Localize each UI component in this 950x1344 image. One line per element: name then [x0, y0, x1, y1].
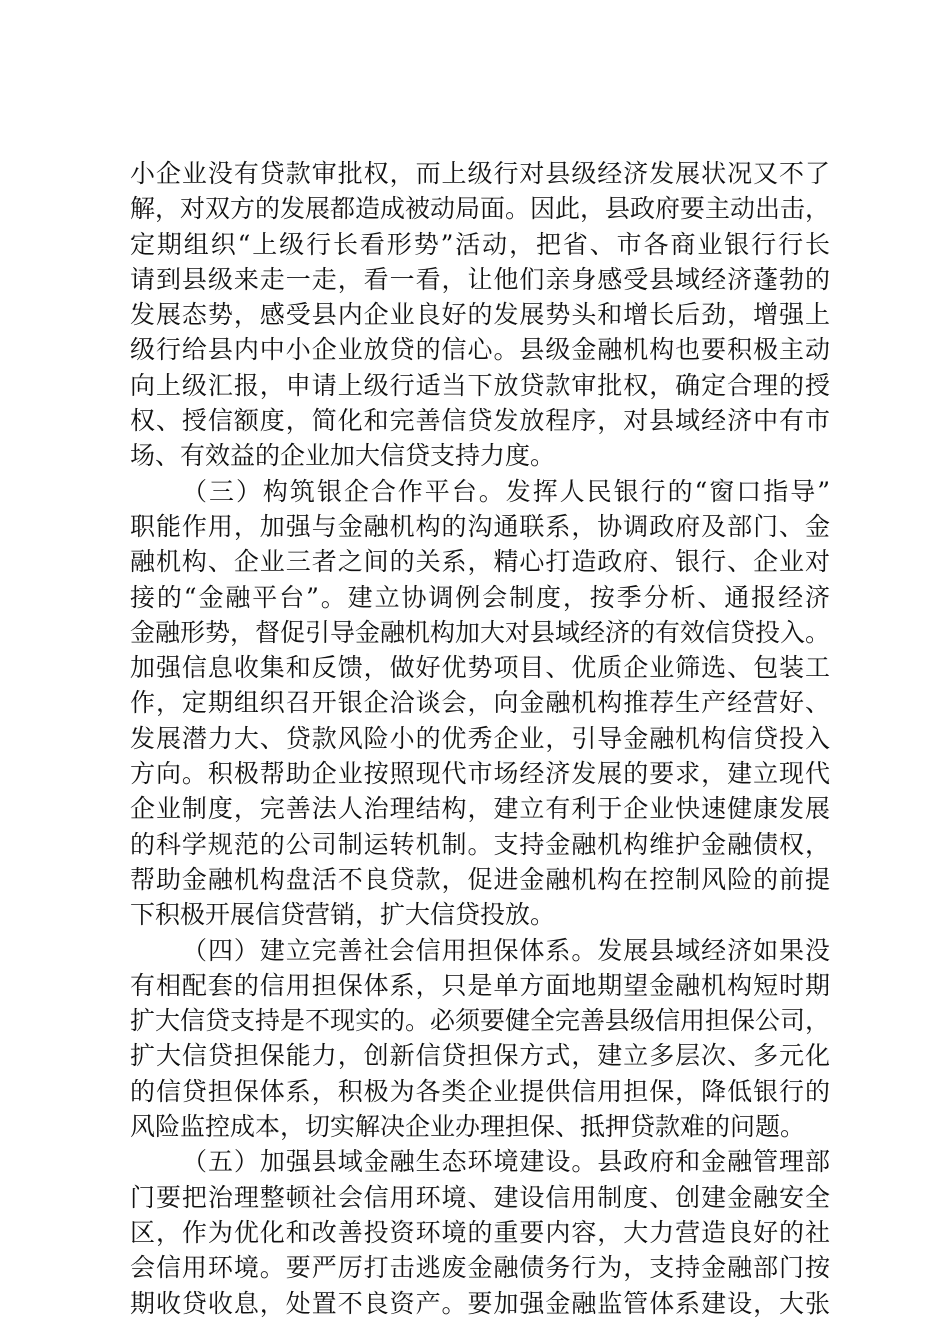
text-line: 请到县级来走一走，看一看，让他们亲身感受县域经济蓬勃的: [130, 264, 830, 294]
text-line: 企业制度，完善法人治理结构，建立有利于企业快速健康发展: [130, 794, 830, 824]
text-line: 有相配套的信用担保体系，只是单方面地期望金融机构短时期: [130, 970, 830, 1000]
text-line: 发展潜力大、贷款风险小的优秀企业，引导金融机构信贷投入: [130, 723, 830, 753]
text-line: 融机构、企业三者之间的关系，精心打造政府、银行、企业对: [130, 547, 830, 577]
text-line: 级行给县内中小企业放贷的信心。县级金融机构也要积极主动: [130, 335, 830, 365]
text-line: 门要把治理整顿社会信用环境、建设信用制度、创建金融安全: [130, 1182, 830, 1212]
text-line: 会信用环境。要严厉打击逃废金融债务行为，支持金融部门按: [130, 1253, 830, 1283]
text-line: 区，作为优化和改善投资环境的重要内容，大力营造良好的社: [130, 1217, 830, 1247]
text-line: 解，对双方的发展都造成被动局面。因此，县政府要主动出击，: [130, 194, 830, 224]
text-line: 作，定期组织召开银企洽谈会，向金融机构推荐生产经营好、: [130, 688, 830, 718]
text-line: 接的“金融平台”。建立协调例会制度，按季分析、通报经济: [130, 582, 830, 612]
text-line: 风险监控成本，切实解决企业办理担保、抵押贷款难的问题。: [130, 1112, 806, 1142]
text-line: 加强信息收集和反馈，做好优势项目、优质企业筛选、包装工: [130, 653, 830, 683]
text-line: 下积极开展信贷营销，扩大信贷投放。: [130, 900, 556, 930]
text-line: 帮助金融机构盘活不良贷款，促进金融机构在控制风险的前提: [130, 864, 830, 894]
text-line: 方向。积极帮助企业按照现代市场经济发展的要求，建立现代: [130, 759, 830, 789]
text-line: 场、有效益的企业加大信贷支持力度。: [130, 441, 556, 471]
text-line: 的信贷担保体系，积极为各类企业提供信用担保，降低银行的: [130, 1076, 830, 1106]
text-line: 发展态势，感受县内企业良好的发展势头和增长后劲，增强上: [130, 300, 830, 330]
text-line: 小企业没有贷款审批权，而上级行对县级经济发展状况又不了: [130, 159, 830, 188]
text-line: （五）加强县域金融生态环境建设。县政府和金融管理部: [182, 1147, 830, 1177]
text-line: 权、授信额度，简化和完善信贷发放程序，对县域经济中有市: [130, 406, 830, 436]
text-line: 职能作用，加强与金融机构的沟通联系，协调政府及部门、金: [130, 511, 830, 541]
document-body: [130, 156, 830, 1321]
text-line: 扩大信贷支持是不现实的。必须要健全完善县级信用担保公司，: [130, 1006, 830, 1036]
text-line: 期收贷收息，处置不良资产。要加强金融监管体系建设，大张: [130, 1288, 830, 1318]
text-line: （四）建立完善社会信用担保体系。发展县域经济如果没: [182, 935, 830, 965]
text-line: 的科学规范的公司制运转机制。支持金融机构维护金融债权，: [130, 829, 830, 859]
text-line: （三）构筑银企合作平台。发挥人民银行的“窗口指导”: [182, 476, 830, 506]
text-line: 定期组织“上级行长看形势”活动，把省、市各商业银行行长: [130, 229, 830, 259]
text-line: 金融形势，督促引导金融机构加大对县域经济的有效信贷投入。: [130, 617, 830, 647]
text-line: 向上级汇报，申请上级行适当下放贷款审批权，确定合理的授: [130, 370, 830, 400]
text-line: 扩大信贷担保能力，创新信贷担保方式，建立多层次、多元化: [130, 1041, 830, 1071]
